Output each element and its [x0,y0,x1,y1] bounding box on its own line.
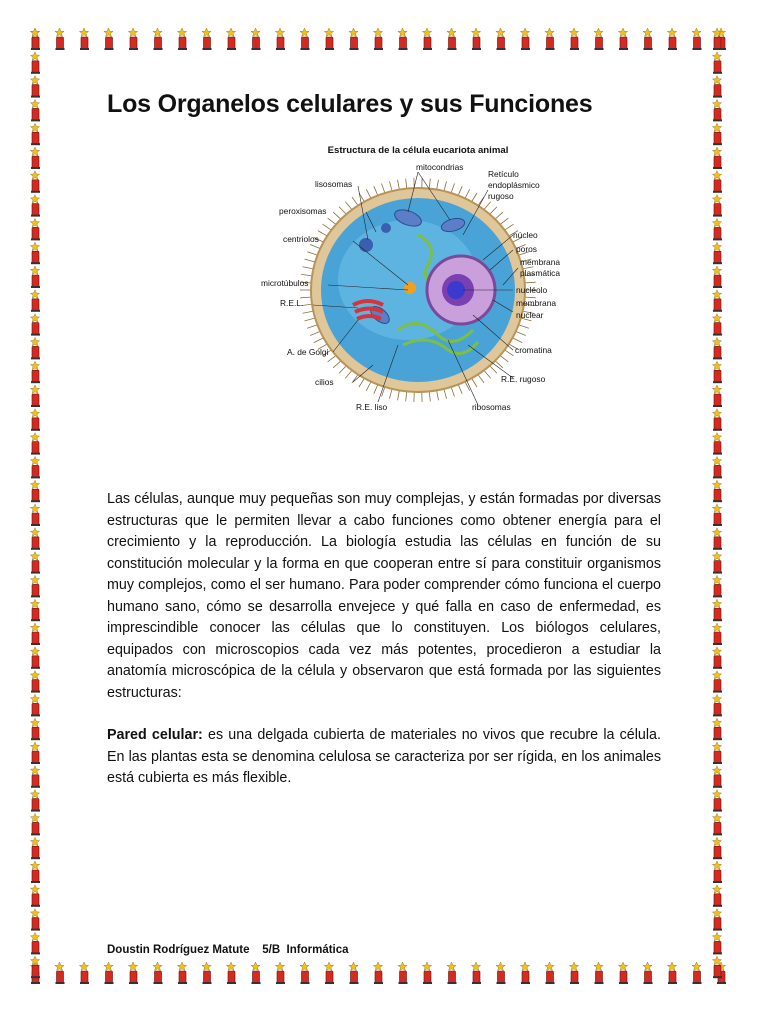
candle-star-icon [496,962,506,984]
candle-star-icon [712,813,722,835]
svg-text:R.E. rugoso: R.E. rugoso [501,374,546,384]
candle-star-icon [712,861,722,883]
candle-star-icon [251,28,261,50]
candle-star-icon [30,147,40,169]
candle-star-icon [712,456,722,478]
candle-star-icon [712,290,722,312]
candle-star-icon [712,647,722,669]
candle-star-icon [30,480,40,502]
cell-wall-paragraph [107,725,661,790]
candle-star-icon [30,385,40,407]
svg-text:microtúbulos: microtúbulos [261,278,309,288]
candle-star-icon [712,671,722,693]
intro-paragraph [107,489,661,704]
svg-text:peroxisomas: peroxisomas [279,206,327,216]
candle-star-icon [30,861,40,883]
candle-star-icon [712,433,722,455]
page-border-left [30,28,44,988]
candle-star-icon [30,361,40,383]
candle-star-icon [128,962,138,984]
svg-text:lisosomas: lisosomas [315,179,353,189]
candle-star-icon [30,28,40,50]
svg-text:Retículo: Retículo [488,169,519,179]
candle-star-icon [177,962,187,984]
candle-star-icon [177,28,187,50]
candle-star-icon [30,171,40,193]
candle-star-icon [712,123,722,145]
candle-star-icon [153,962,163,984]
candle-star-icon [712,314,722,336]
figure-title: Estructura de la célula eucariota animal [327,145,509,156]
candle-star-icon [712,932,722,954]
candle-star-icon [712,409,722,431]
candle-star-icon [30,337,40,359]
candle-star-icon [712,504,722,526]
svg-text:membrana: membrana [516,298,557,308]
svg-text:cromatina: cromatina [515,345,552,355]
candle-star-icon [712,766,722,788]
candle-star-icon [643,962,653,984]
candle-star-icon [30,504,40,526]
candle-star-icon [30,766,40,788]
candle-star-icon [712,599,722,621]
candle-star-icon [275,962,285,984]
candle-star-icon [30,528,40,550]
candle-star-icon [496,28,506,50]
candle-star-icon [30,694,40,716]
candle-star-icon [712,52,722,74]
candle-star-icon [275,28,285,50]
candle-star-icon [692,962,702,984]
candle-star-icon [712,28,722,50]
intro-text-1: Las células, aunque muy pequeñas son muy complejas, y están formadas por diversas estructuras que le permiten llevar a cabo funciones como obtener energía para el crecimiento y la reproducción. La biología estudia las células en función de su constitución molecular y la forma en que cooperan entre sí para constituir organismos muy complejos, como el ser humano. [107,491,661,593]
candle-star-icon [618,28,628,50]
candle-star-icon [712,218,722,240]
candle-star-icon [324,28,334,50]
candle-star-icon [594,28,604,50]
candle-star-icon [712,195,722,217]
candle-star-icon [30,99,40,121]
candle-star-icon [594,962,604,984]
candle-star-icon [422,28,432,50]
candle-star-icon [153,28,163,50]
svg-text:ribosomas: ribosomas [472,402,511,412]
candle-star-icon [324,962,334,984]
candle-star-icon [30,909,40,931]
candle-star-icon [398,28,408,50]
footer-group: 5/B [262,944,281,956]
candle-star-icon [373,962,383,984]
candle-star-icon [30,552,40,574]
svg-text:R.E. liso: R.E. liso [356,402,388,412]
candle-star-icon [712,885,722,907]
footer [107,944,349,956]
candle-star-icon [30,266,40,288]
candle-star-icon [30,195,40,217]
candle-star-icon [667,962,677,984]
candle-star-icon [520,28,530,50]
candle-star-icon [55,962,65,984]
candle-star-icon [643,28,653,50]
candle-star-icon [398,962,408,984]
candle-star-icon [30,647,40,669]
candle-star-icon [30,575,40,597]
candle-star-icon [545,962,555,984]
candle-star-icon [349,962,359,984]
candle-star-icon [30,790,40,812]
candle-star-icon [30,932,40,954]
svg-text:rugoso: rugoso [488,191,514,201]
candle-star-icon [712,742,722,764]
candle-star-icon [712,552,722,574]
candle-star-icon [30,242,40,264]
svg-text:poros: poros [516,244,537,254]
candle-star-icon [30,718,40,740]
candle-star-icon [30,433,40,455]
candle-star-icon [712,956,722,978]
candle-star-icon [30,123,40,145]
svg-text:cilios: cilios [315,377,334,387]
candle-star-icon [226,962,236,984]
candle-star-icon [30,599,40,621]
candle-star-icon [692,28,702,50]
candle-star-icon [712,480,722,502]
cell-wall-text: es una delgada cubierta de materiales no vivos que recubre la célula. En las plantas esta se denomina celulosa se caracteriza por ser rígida, en los animales está cubierta es más flexible. [107,727,661,786]
candle-star-icon [447,962,457,984]
svg-text:nucléolo: nucléolo [516,285,548,295]
candle-star-icon [104,28,114,50]
candle-star-icon [30,885,40,907]
footer-author: Doustin Rodríguez Matute [107,944,250,956]
svg-text:membrana: membrana [520,257,561,267]
svg-text:mitocondrias: mitocondrias [416,162,464,172]
svg-text:nuclear: nuclear [516,310,544,320]
candle-star-icon [79,28,89,50]
candle-star-icon [712,361,722,383]
candle-star-icon [79,962,89,984]
cell-diagram [258,140,578,425]
candle-star-icon [422,962,432,984]
candle-star-icon [55,28,65,50]
svg-text:endoplásmico: endoplásmico [488,180,540,190]
candle-star-icon [300,28,310,50]
candle-star-icon [30,456,40,478]
svg-text:centriolos: centriolos [283,234,319,244]
candle-star-icon [569,28,579,50]
candle-star-icon [30,813,40,835]
candle-star-icon [30,671,40,693]
svg-text:A. de Golgi: A. de Golgi [287,347,329,357]
candle-star-icon [30,314,40,336]
candle-star-icon [30,742,40,764]
candle-star-icon [30,52,40,74]
cell-wall-term: Pared celular: [107,727,203,743]
candle-star-icon [471,962,481,984]
candle-star-icon [104,962,114,984]
candle-star-icon [712,242,722,264]
candle-star-icon [30,76,40,98]
candle-star-icon [712,337,722,359]
candle-star-icon [520,962,530,984]
candle-star-icon [712,790,722,812]
candle-star-icon [202,962,212,984]
svg-text:núcleo: núcleo [513,230,538,240]
svg-text:plasmática: plasmática [520,268,561,278]
candle-star-icon [712,718,722,740]
candle-star-icon [712,266,722,288]
candle-star-icon [30,623,40,645]
footer-subject: Informática [286,944,349,956]
candle-star-icon [712,623,722,645]
centriole-drawing [404,282,416,294]
candle-star-icon [251,962,261,984]
candle-star-icon [373,28,383,50]
candle-star-icon [712,909,722,931]
candle-star-icon [30,290,40,312]
candle-star-icon [349,28,359,50]
candle-star-icon [569,962,579,984]
candle-star-icon [712,575,722,597]
page-border-bottom [30,962,740,988]
candle-star-icon [712,528,722,550]
candle-star-icon [226,28,236,50]
candle-star-icon [712,76,722,98]
candle-star-icon [712,147,722,169]
candle-star-icon [712,171,722,193]
candle-star-icon [712,99,722,121]
candle-star-icon [128,28,138,50]
nucleolus-drawing [447,281,465,299]
svg-text:R.E.L.: R.E.L. [280,298,304,308]
candle-star-icon [30,837,40,859]
candle-star-icon [545,28,555,50]
candle-star-icon [712,385,722,407]
candle-star-icon [30,218,40,240]
page-title: Los Organelos celulares y sus Funciones [107,90,593,118]
page-border-right [712,28,726,988]
candle-star-icon [300,962,310,984]
candle-star-icon [712,694,722,716]
intro-text-2: Para poder comprender cómo funciona el cuerpo humano sano, cómo se desarrolla envejece y qué falla en caso de enfermedad, es imprescindible conocer las células que lo constituyen. Los biólogos celulares, equipados con microscopios cada vez más potentes, procedieron a estudiar la anatomía microscópica de la célula y observaron que está formada por las siguientes estructuras: [107,577,661,701]
candle-star-icon [471,28,481,50]
candle-star-icon [447,28,457,50]
candle-star-icon [30,956,40,978]
candle-star-icon [30,409,40,431]
candle-star-icon [667,28,677,50]
candle-star-icon [712,837,722,859]
candle-star-icon [202,28,212,50]
page-border-top [30,28,740,54]
candle-star-icon [618,962,628,984]
